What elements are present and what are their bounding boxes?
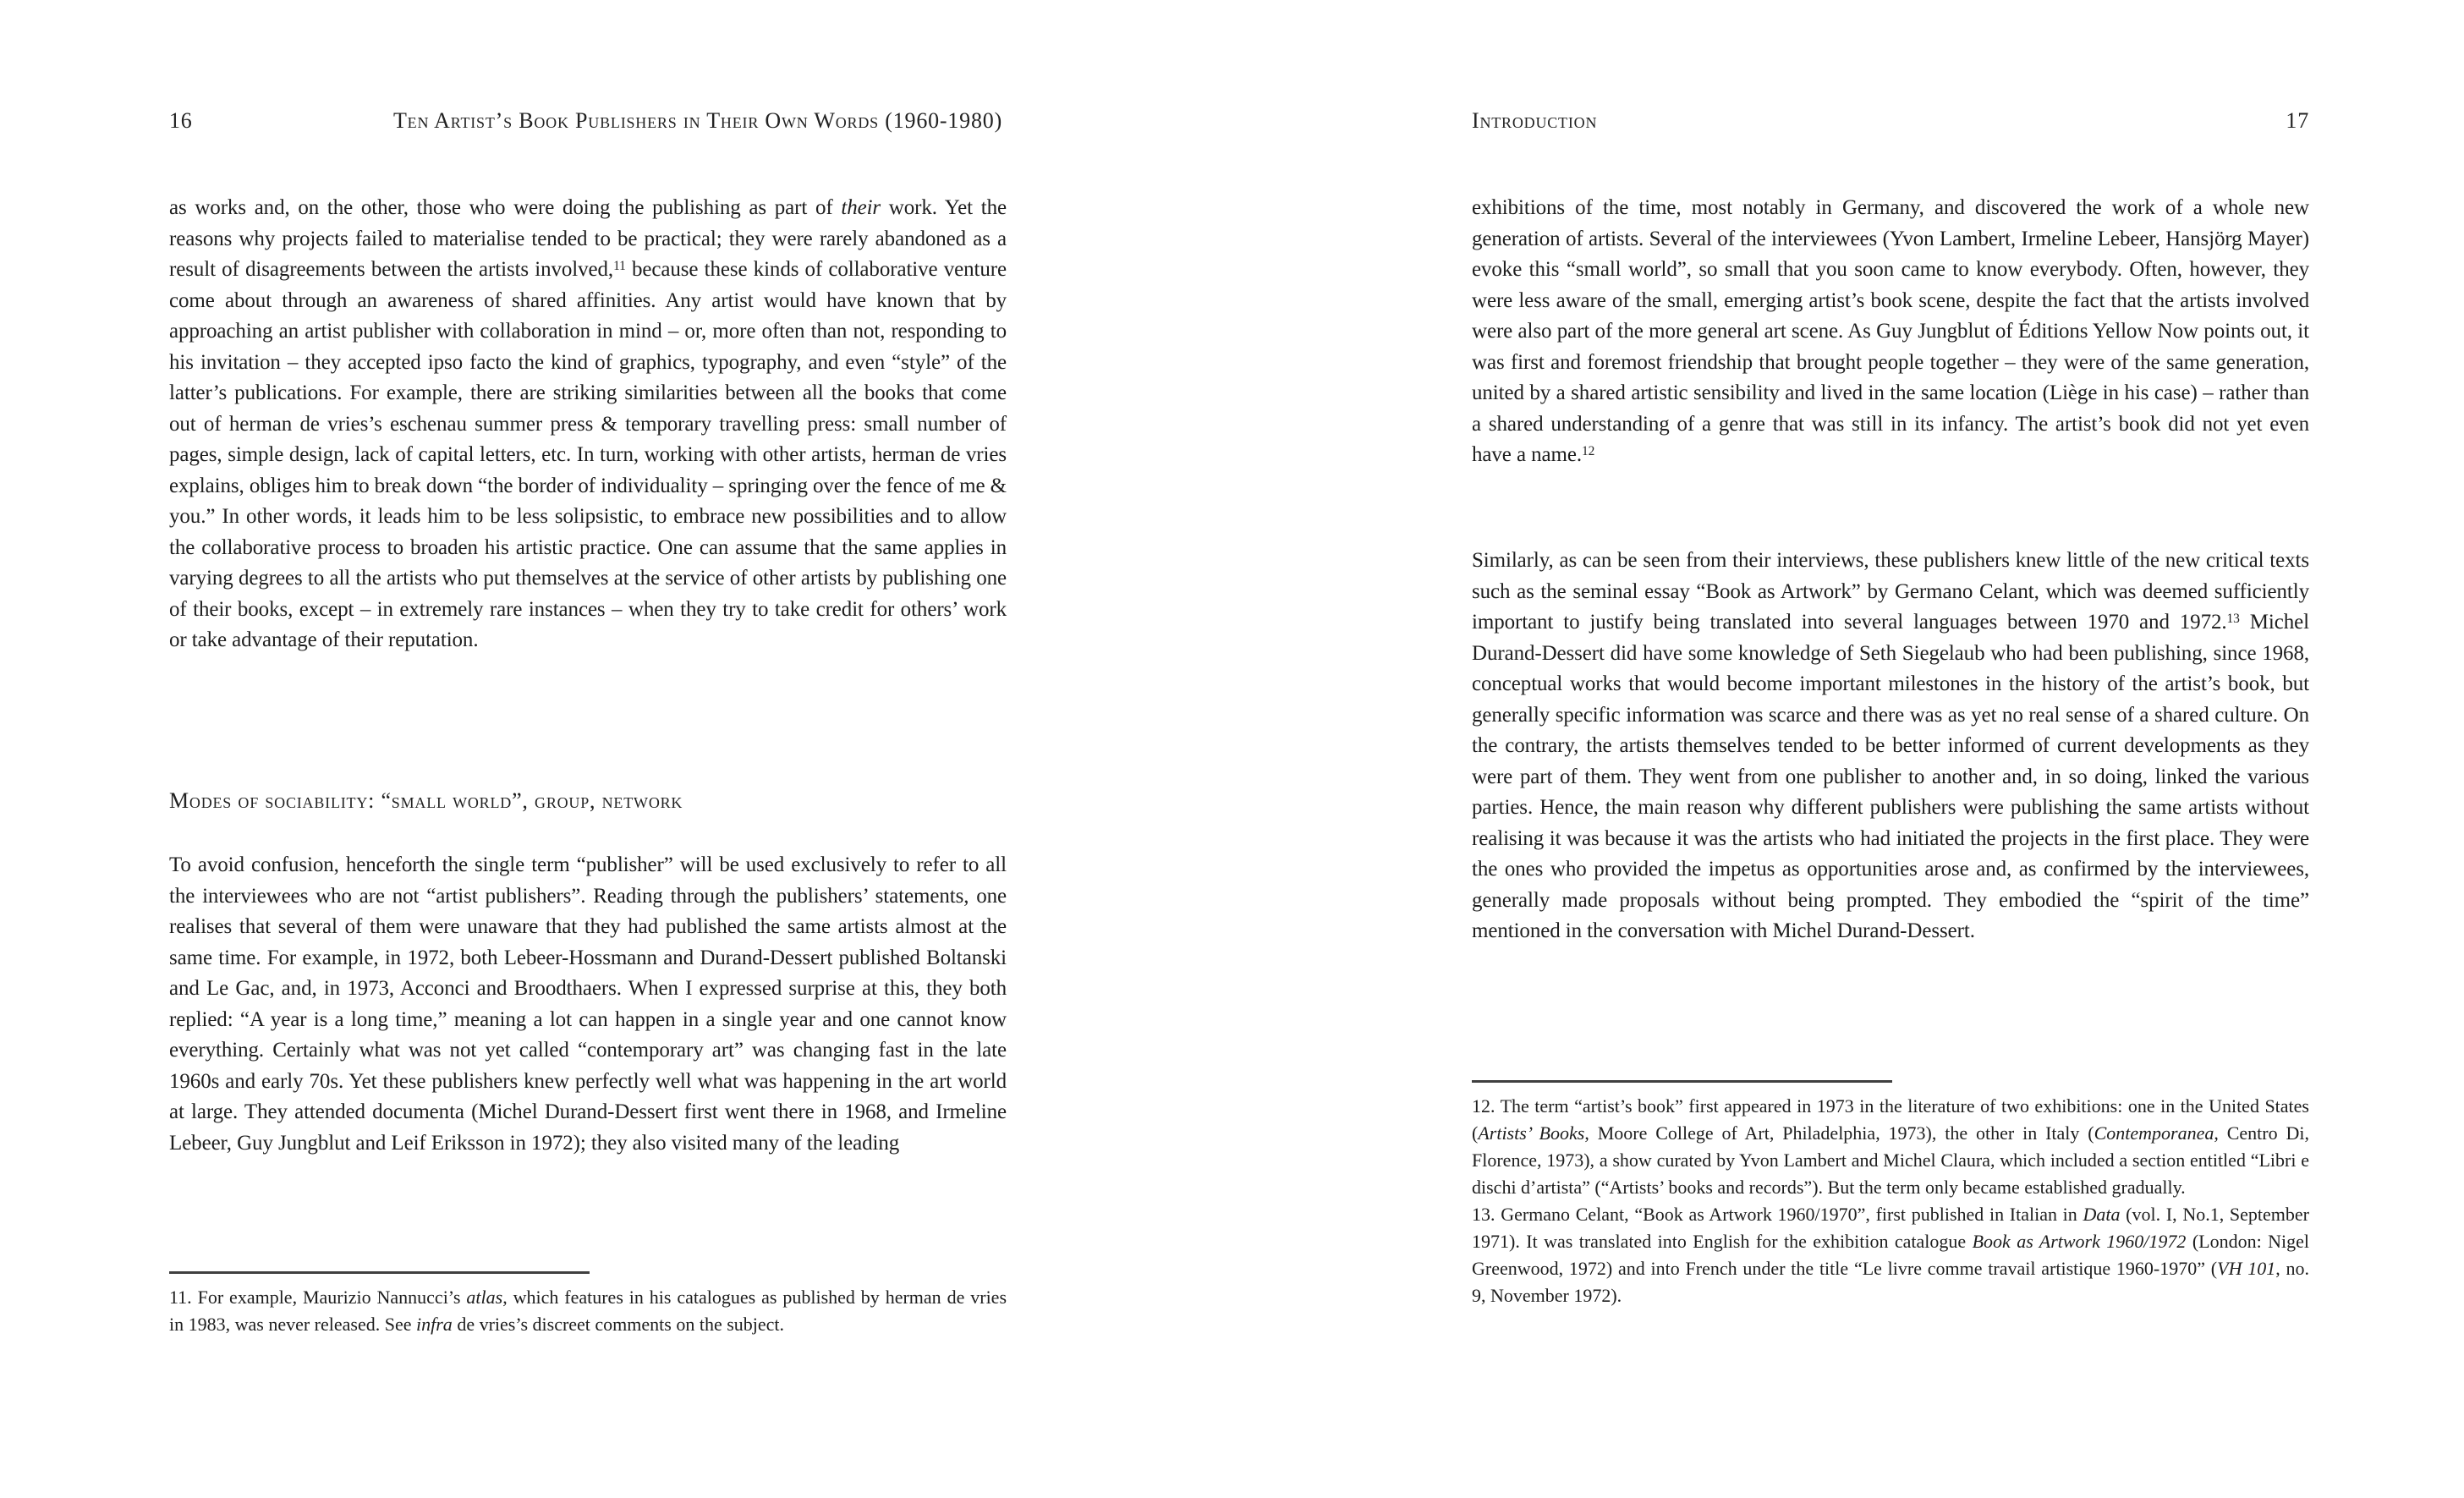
- footnote-marker: 12: [1581, 444, 1595, 459]
- italic-text: Contemporanea: [2094, 1122, 2214, 1144]
- italic-text: VH 101: [2217, 1258, 2276, 1279]
- italic-text: atlas: [466, 1287, 503, 1308]
- text-run: , Centro Di, Florence, 1973), a show curated by Yvon Lambert and Michel Claura, which included a section entitled “Libri e dischi d’artista” (“Artists’ books and records”). But the term only became established gradually.: [1472, 1122, 2309, 1198]
- text-run: To avoid confusion, henceforth the single term “publisher” will be used exclusively to refer to all the interviewees who are not “artist publishers”. Reading through the publishers’ statements, one realises that several of them were unaware that they had published the same artists almost at the same time. For example, in 1972, both Lebeer-Hossmann and Durand-Dessert published Boltanski and Le Gac, and, in 1973, Acconci and Broodthaers. When I expressed surprise at this, they both replied: “A year is a long time,” meaning a lot can happen in a single year and one cannot know everything. Certainly what was not yet called “contemporary art” was changing fast in the late 1960s and early 70s. Yet these publishers knew perfectly well what was happening in the art world at large. They attended documenta (Michel Durand-Dessert first went there in 1968, and Irmeline Lebeer, Guy Jungblut and Leif Eriksson in 1972); they also visited many of the leading: [169, 853, 1007, 1155]
- italic-text: Data: [2083, 1204, 2121, 1225]
- paragraph: [169, 193, 1007, 656]
- text-run: 12. The term “artist’s book” first appeared in 1973 in the literature of two exhibitions: one in the United States (: [1472, 1095, 2309, 1144]
- text-run: work. Yet the reasons why projects failed to materialise tended to be practical; they were rarely abandoned as a result of disagreements between the artists involved,: [169, 196, 1007, 281]
- running-head-left: Ten Artist’s Book Publishers in Their Own Words (1960-1980): [393, 108, 1003, 133]
- page-number-right: 17: [2286, 108, 2309, 133]
- italic-text: Book as Artwork 1960/1972: [1972, 1231, 2187, 1252]
- running-head-right: Introduction: [1472, 108, 1598, 133]
- footnotes-block: [1472, 1093, 2309, 1309]
- text-run: Michel Durand-Dessert did have some knowledge of Seth Siegelaub who had been publishing, since 1968, conceptual works that would become important milestones in the history of the artist’s book, but generally specific information was scarce and there was as yet no real sense of a shared culture. On the contrary, the artists themselves tended to be better informed of current developments as they were part of them. They went from one publisher to another and, in so doing, linked the various parties. Hence, the main reason why different publishers were publishing the same artists without realising it was because it was the artists who had initiated the projects in the first place. They were the ones who provided the impetus as opportunities arose and, as confirmed by the interviewees, generally made proposals without being prompted. They embodied the “spirit of the time” mentioned in the conversation with Michel Durand-Dessert.: [1472, 611, 2309, 942]
- text-run: , no. 9, November 1972).: [1472, 1258, 2310, 1306]
- footnote-marker: 13: [2226, 612, 2240, 627]
- footnotes-block: [169, 1284, 1007, 1338]
- italic-text: Artists’ Books: [1478, 1122, 1585, 1144]
- text-run: as works and, on the other, those who were doing the publishing as part of: [169, 196, 842, 219]
- text-run: because these kinds of collaborative venture come about through an awareness of shared affinities. Any artist would have known that by approaching an artist publisher with collaboration in mind – or, more often than not, responding to his invitation – they accepted ipso facto the kind of graphics, typography, and even “style” of the latter’s publications. For example, there are striking similarities between all the books that come out of herman de vries’s eschenau summer press & temporary travelling press: small number of pages, simple design, lack of capital letters, etc. In turn, working with other artists, herman de vries explains, obliges him to break down “the border of individuality – springing over the fence of me & you.” In other words, it leads him to be less solipsistic, to embrace new possibilities and to allow the collaborative process to broaden his artistic practice. One can assume that the same applies in varying degrees to all the artists who put themselves at the service of other artists by publishing one of their books, except – in extremely rare instances – when they try to take credit for others’ work or take advantage of their reputation.: [169, 258, 1007, 651]
- footnote-12: [1472, 1093, 2309, 1201]
- text-run: (vol. I, No.1, September 1971). It was translated into English for the exhibition catalogue: [1472, 1204, 2309, 1252]
- paragraph: [1472, 546, 2309, 947]
- paragraph: [169, 850, 1007, 1159]
- paragraph: [1472, 193, 2309, 471]
- text-run: , Moore College of Art, Philadelphia, 1973), the other in Italy (: [1584, 1122, 2094, 1144]
- page-number-left: 16: [169, 108, 193, 133]
- text-run: Similarly, as can be seen from their interviews, these publishers knew little of the new critical texts such as the seminal essay “Book as Artwork” by Germano Celant, which was deemed sufficiently important to justify being translated into several languages between 1970 and 1972.: [1472, 549, 2309, 634]
- page-right: [1472, 0, 2309, 1498]
- text-run: exhibitions of the time, most notably in Germany, and discovered the work of a whole new generation of artists. Several of the interviewees (Yvon Lambert, Irmeline Lebeer, Hansjörg Mayer) evoke this “small world”, so small that you soon came to know everybody. Often, however, they were less aware of the small, emerging artist’s book scene, despite the fact that the artists involved were also part of the more general art scene. As Guy Jungblut of Éditions Yellow Now points out, it was first and foremost friendship that brought people together – they were of the same generation, united by a shared artistic sensibility and lived in the same location (Liège in his case) – rather than a shared understanding of a genre that was still in its infancy. The artist’s book did not yet even have a name.: [1472, 196, 2309, 466]
- footnote-11: [169, 1284, 1007, 1338]
- footnote-13: [1472, 1201, 2309, 1309]
- footnote-marker: 11: [613, 259, 626, 274]
- italic-text: their: [841, 196, 881, 219]
- footnote-divider: [169, 1271, 590, 1274]
- text-run: 11. For example, Maurizio Nannucci’s: [169, 1287, 467, 1308]
- italic-text: infra: [416, 1314, 453, 1335]
- section-heading: Modes of sociability: “small world”, group, network: [169, 788, 683, 813]
- text-run: 13. Germano Celant, “Book as Artwork 1960/1970”, first published in Italian in: [1472, 1204, 2083, 1225]
- text-run: de vries’s discreet comments on the subject.: [452, 1314, 785, 1335]
- text-run: , which features in his catalogues as published by herman de vries in 1983, was never released. See: [169, 1287, 1007, 1335]
- footnote-divider: [1472, 1080, 1892, 1083]
- text-run: (London: Nigel Greenwood, 1972) and into French under the title “Le livre comme travail artistique 1960-1970” (: [1472, 1231, 2309, 1279]
- page-left: [169, 0, 1007, 1498]
